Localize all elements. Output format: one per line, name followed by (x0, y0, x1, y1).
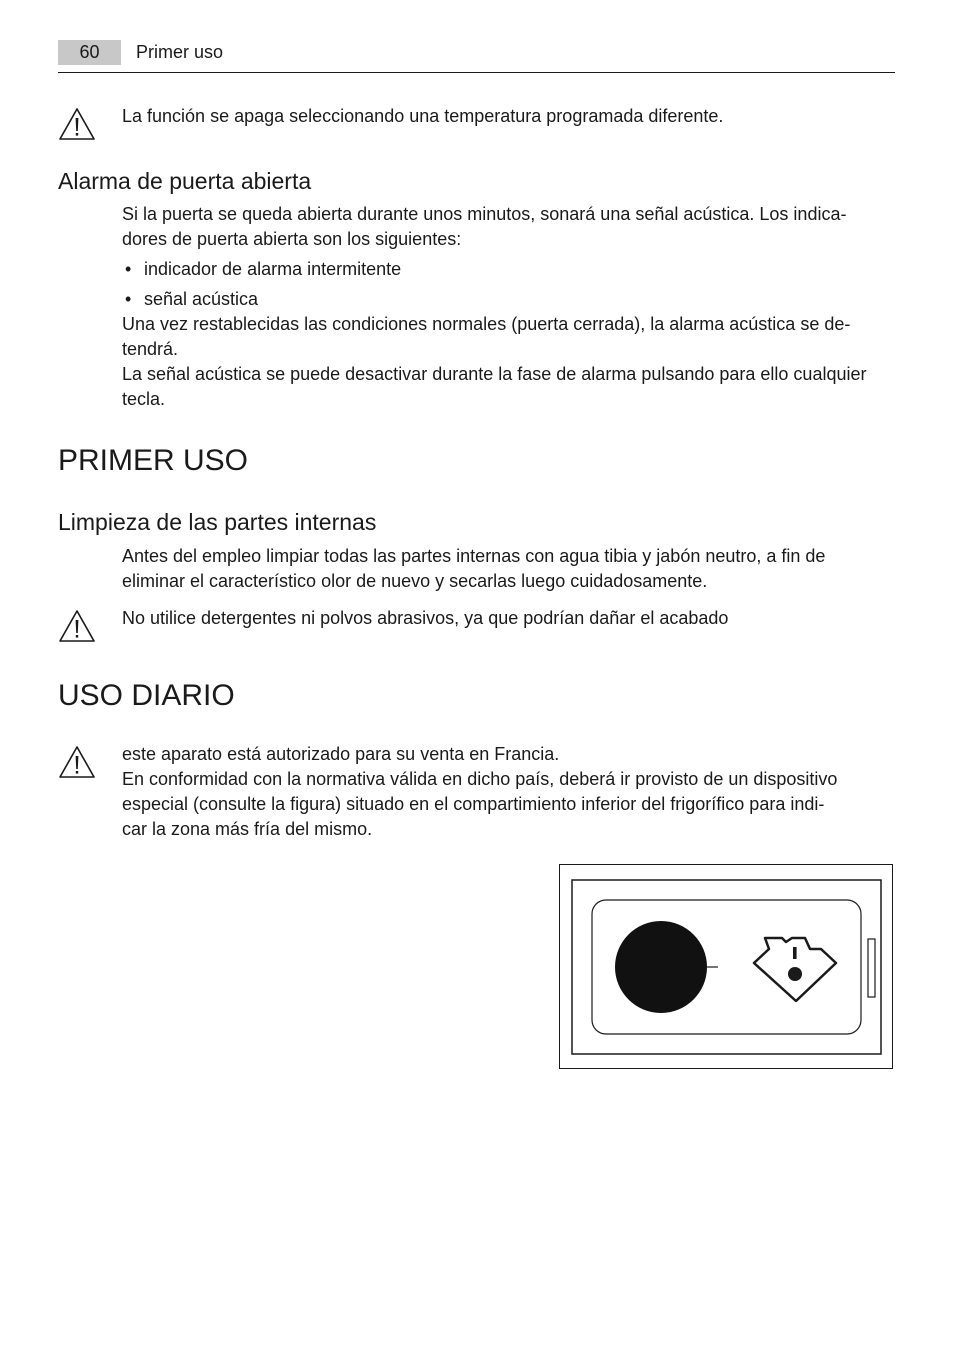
uso-diario-body (122, 742, 902, 842)
paragraph-line: eliminar el característico olor de nuevo y secarlas luego cuidadosamente. (122, 571, 708, 591)
warning-text: No utilice detergentes ni polvos abrasivos, ya que podrían dañar el acabado (122, 608, 729, 628)
paragraph-line: Si la puerta se queda abierta durante unos minutos, sonará una señal acústica. Los indica- (122, 204, 847, 224)
paragraph-line: dores de puerta abierta son los siguientes: (122, 229, 462, 249)
section-heading-alarm: Alarma de puerta abierta (58, 168, 312, 194)
chapter-heading-uso-diario: USO DIARIO (58, 679, 235, 712)
page-header (58, 40, 895, 73)
bullet-item: • señal acústica (122, 287, 902, 312)
warning-triangle-icon (58, 745, 96, 779)
bullet-item: • indicador de alarma intermitente (122, 257, 902, 282)
paragraph-line: tendrá. (122, 339, 179, 359)
paragraph-line: tecla. (122, 389, 166, 409)
paragraph-line: Una vez restablecidas las condiciones normales (puerta cerrada), la alarma acústica se de- (122, 314, 851, 334)
chapter-heading-primer-uso: PRIMER USO (58, 444, 249, 477)
section-heading-limpieza: Limpieza de las partes internas (58, 509, 377, 535)
paragraph-line: La señal acústica se puede desactivar durante la fase de alarma pulsando para ello cualquier (122, 364, 867, 384)
paragraph-line: En conformidad con la normativa válida en dicho país, deberá ir provisto de un dispositivo (122, 769, 838, 789)
warning-triangle-icon (58, 609, 96, 643)
paragraph-line: especial (consulte la figura) situado en el compartimiento inferior del frigorífico para indi- (122, 794, 825, 814)
paragraph-line: este aparato está autorizado para su venta en Francia. (122, 744, 560, 764)
limpieza-body (122, 544, 902, 594)
temperature-indicator-icon (560, 865, 891, 1067)
alarm-section-body (122, 202, 902, 412)
page-number: 60 (58, 40, 121, 65)
paragraph-line: Antes del empleo limpiar todas las partes internas con agua tibia y jabón neutro, a fin de (122, 546, 826, 566)
warning-text: La función se apaga seleccionando una temperatura programada diferente. (122, 106, 724, 126)
header-section-title: Primer uso (136, 42, 224, 62)
warning-triangle-icon (58, 107, 96, 141)
temperature-indicator-figure (559, 864, 893, 1069)
paragraph-line: car la zona más fría del mismo. (122, 819, 373, 839)
